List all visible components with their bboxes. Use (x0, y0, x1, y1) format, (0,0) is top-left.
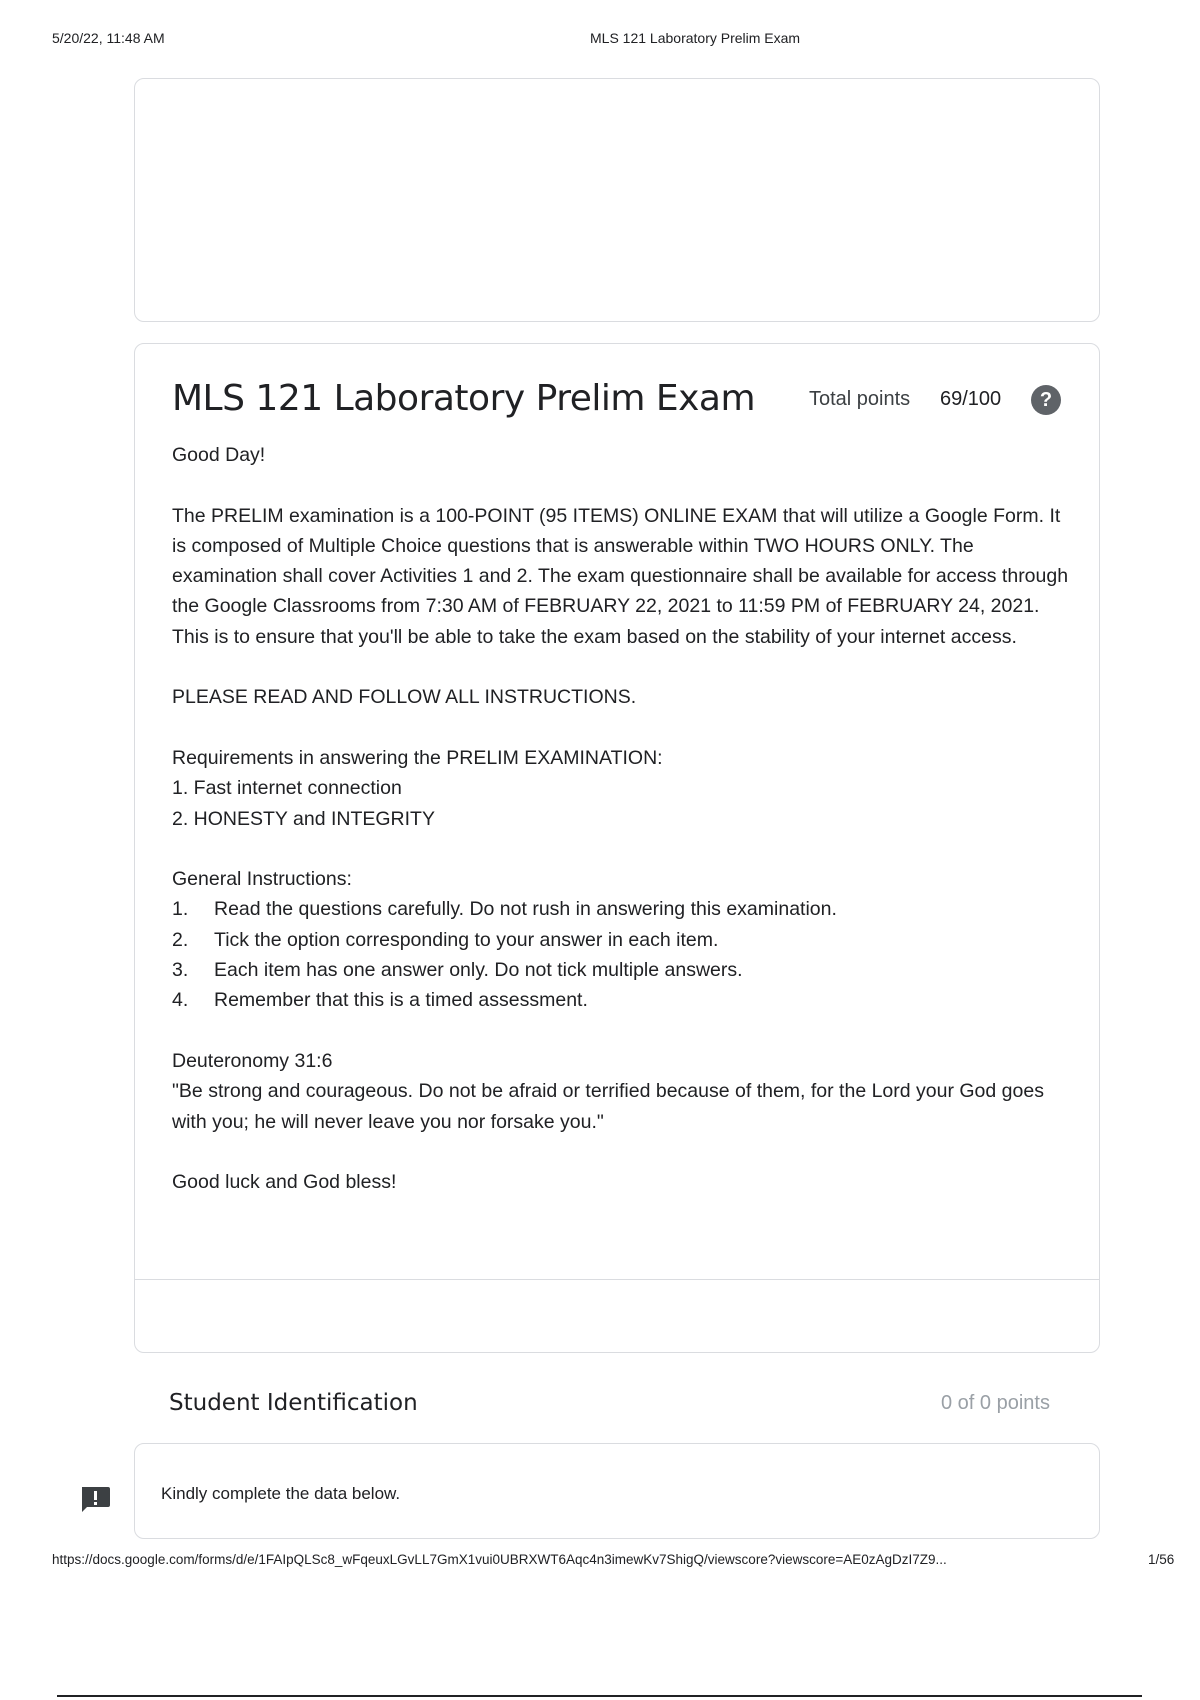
header-banner-card (134, 78, 1100, 322)
instruction-number: 1. (172, 898, 189, 921)
intro-text: The PRELIM examination is a 100-POINT (95 ITEMS) ONLINE EXAM that will utilize a Google Form. It is composed of Multiple Choice questions that is answerable within TWO HOURS ONLY. The examination shall cover Activities 1 and 2. The exam questionnaire shall be available for access through the Google Classrooms from 7:30 AM of FEBRUARY 22, 2021 to 11:59 PM of FEBRUARY 24, 2021. This is to ensure that you'll be able to take the exam based on the stability of your internet access. (172, 504, 1069, 648)
instruction-text: Each item has one answer only. Do not tick multiple answers. (214, 959, 743, 982)
instruction-number: 4. (172, 989, 189, 1012)
page-number: 1/56 (1148, 1552, 1175, 1567)
section-note-card (134, 1443, 1100, 1539)
help-icon[interactable]: ? (1031, 385, 1061, 415)
instruction-text: Remember that this is a timed assessment. (214, 989, 588, 1012)
verse-text: "Be strong and courageous. Do not be afraid or terrified because of them, for the Lord your God goes with you; he will never leave you nor forsake you." (172, 1080, 1044, 1133)
section-points: 0 of 0 points (941, 1392, 1050, 1414)
instruction-number: 3. (172, 959, 189, 982)
read-notice-text: PLEASE READ AND FOLLOW ALL INSTRUCTIONS. (172, 686, 637, 709)
instructions-heading: General Instructions: (172, 868, 352, 891)
instruction-item (172, 955, 1072, 985)
form-title: MLS 121 Laboratory Prelim Exam (172, 378, 756, 419)
form-description (172, 440, 1072, 1197)
section-note: Kindly complete the data below. (161, 1484, 401, 1503)
section-title: Student Identification (169, 1390, 418, 1416)
feedback-icon[interactable] (79, 1485, 111, 1513)
instruction-item (172, 925, 1072, 955)
instruction-text: Read the questions carefully. Do not rush in answering this examination. (214, 898, 837, 921)
card-divider (135, 1279, 1099, 1280)
requirements-heading: Requirements in answering the PRELIM EXAMINATION: (172, 746, 663, 769)
bottom-rule (57, 1695, 1142, 1697)
greeting-text: Good Day! (172, 444, 266, 466)
total-points-label: Total points (809, 388, 911, 410)
verse-reference: Deuteronomy 31:6 (172, 1049, 333, 1072)
instruction-item (172, 894, 1072, 924)
print-title: MLS 121 Laboratory Prelim Exam (590, 30, 801, 46)
print-footer (52, 1552, 1180, 1572)
requirement-item: 2. HONESTY and INTEGRITY (172, 807, 435, 830)
page-url: https://docs.google.com/forms/d/e/1FAIpQLSc8_wFqeuxLGvLL7GmX1vui0UBRXWT6Aqc4n3imewKv7ShigQ/viewscore?viewscore=AE0zAgDzI7Z9... (52, 1552, 947, 1567)
total-points-value: 69/100 (940, 388, 1002, 410)
form-header-card (134, 343, 1100, 1353)
instruction-item (172, 985, 1072, 1015)
instruction-number: 2. (172, 928, 189, 951)
requirement-item: 1. Fast internet connection (172, 777, 402, 800)
closing-text: Good luck and God bless! (172, 1171, 397, 1194)
print-header (52, 30, 1148, 50)
instruction-text: Tick the option corresponding to your answer in each item. (214, 928, 719, 951)
print-date: 5/20/22, 11:48 AM (52, 30, 165, 46)
